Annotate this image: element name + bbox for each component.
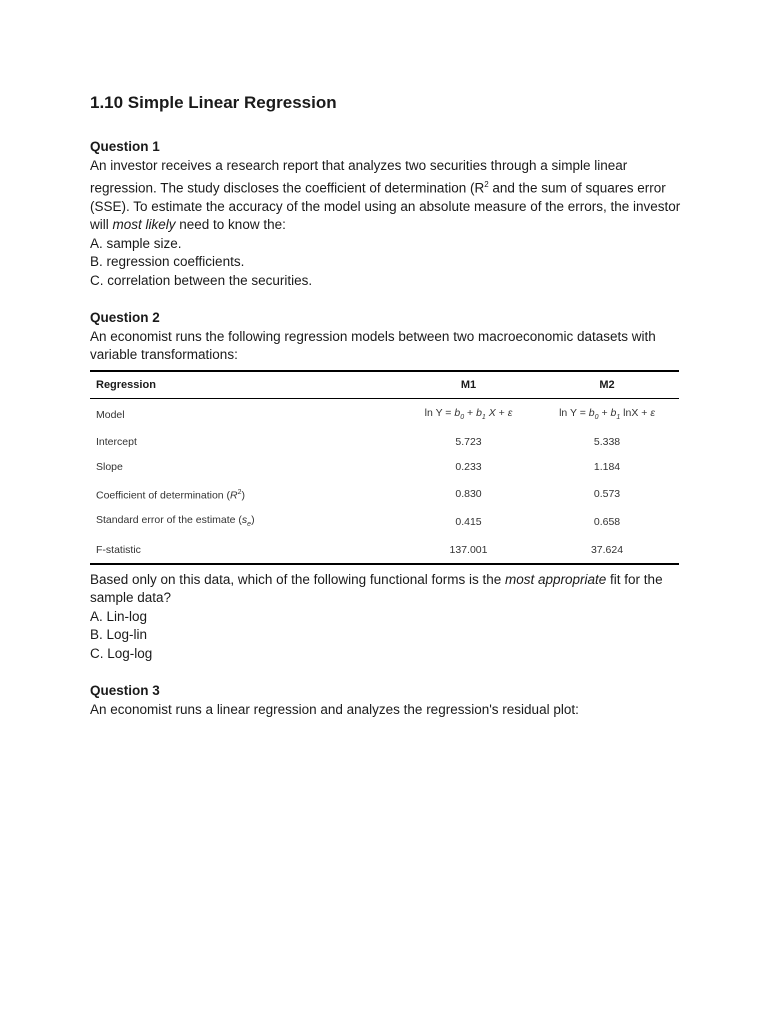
question-3 bbox=[90, 682, 682, 720]
m1-standard-error: 0.415 bbox=[455, 516, 482, 529]
row-label-standard-error bbox=[90, 508, 402, 537]
r2-label-sup: 2 bbox=[237, 488, 242, 496]
q2-choice-a[interactable]: A. Lin-log bbox=[90, 608, 148, 624]
m1-formula-plus-2: + bbox=[495, 406, 508, 419]
se-label-pre: Standard error of the estimate ( bbox=[96, 514, 242, 527]
table-row bbox=[90, 455, 679, 480]
m2-formula-b1-sub: 1 bbox=[616, 413, 621, 421]
row-label-slope: Slope bbox=[96, 460, 123, 473]
m1-formula-epsilon: ε bbox=[507, 406, 513, 419]
m1-formula-b1: b bbox=[476, 406, 482, 419]
m2-formula-b1: b bbox=[610, 406, 617, 419]
question-3-title: Question 3 bbox=[90, 682, 160, 698]
row-label-model: Model bbox=[96, 408, 125, 421]
m2-f-statistic: 37.624 bbox=[590, 543, 624, 556]
m1-f-statistic: 137.001 bbox=[449, 543, 488, 556]
document-content bbox=[90, 92, 682, 737]
m2-intercept: 5.338 bbox=[593, 435, 621, 448]
m2-r2: 0.573 bbox=[593, 487, 621, 500]
m1-formula-lhs: ln Y = bbox=[424, 406, 455, 419]
m1-intercept: 5.723 bbox=[455, 435, 482, 448]
regression-table bbox=[90, 370, 679, 565]
q1-stem-part-3: need to know the: bbox=[175, 217, 286, 233]
m2-formula-b0-sub: 0 bbox=[594, 413, 599, 421]
m1-formula-b1-sub: 1 bbox=[481, 413, 486, 421]
m2-formula bbox=[535, 398, 679, 430]
table-row bbox=[90, 508, 679, 537]
r2-label-post: ) bbox=[241, 489, 246, 502]
se-label-sub: e bbox=[247, 521, 252, 529]
question-2-stem: An economist runs the following regression models between two macroeconomic datasets with variable transformations: bbox=[90, 328, 656, 363]
q2-prompt-emphasis: most appropriate bbox=[504, 571, 607, 587]
row-label-r2 bbox=[90, 480, 402, 509]
question-1-title: Question 1 bbox=[90, 139, 160, 154]
r2-label-var: R bbox=[230, 489, 238, 502]
m2-slope: 1.184 bbox=[593, 460, 621, 473]
row-label-f-statistic: F-statistic bbox=[96, 543, 141, 556]
header-regression: Regression bbox=[90, 371, 402, 399]
m2-formula-plus-1: + bbox=[598, 406, 611, 419]
q1-stem-superscript: 2 bbox=[484, 179, 489, 189]
table-row bbox=[90, 538, 679, 564]
table-row bbox=[90, 430, 679, 455]
question-2-title: Question 2 bbox=[90, 309, 160, 325]
q2-choice-b[interactable]: B. Log-lin bbox=[90, 627, 148, 643]
m1-formula-x: X bbox=[485, 406, 496, 419]
se-label-var: s bbox=[241, 514, 248, 527]
question-2-prompt bbox=[90, 571, 682, 608]
m1-formula-b0: b bbox=[454, 406, 461, 419]
q1-choice-c[interactable]: C. correlation between the securities. bbox=[90, 273, 313, 289]
m1-slope: 0.233 bbox=[455, 460, 482, 473]
q1-choice-b[interactable]: B. regression coefficients. bbox=[90, 254, 245, 270]
m2-standard-error: 0.658 bbox=[593, 516, 621, 529]
row-label-intercept: Intercept bbox=[96, 435, 137, 448]
table-row bbox=[90, 398, 679, 430]
se-label-post: ) bbox=[251, 514, 255, 527]
header-m1: M1 bbox=[402, 371, 535, 399]
q1-stem-emphasis: most likely bbox=[112, 217, 176, 233]
section-title: 1.10 Simple Linear Regression bbox=[90, 93, 337, 112]
question-3-stem: An economist runs a linear regression and analyzes the regression's residual plot: bbox=[90, 701, 579, 717]
table-header-row bbox=[90, 371, 679, 399]
q2-choice-c[interactable]: C. Log-log bbox=[90, 645, 153, 661]
m1-formula-b0-sub: 0 bbox=[460, 413, 465, 421]
question-1-stem bbox=[90, 157, 682, 235]
header-m2: M2 bbox=[535, 371, 679, 399]
question-1 bbox=[90, 138, 682, 291]
q2-prompt-part-2: fit for the sample data? bbox=[90, 571, 663, 606]
q1-stem-part-2: and the sum of squares error (SSE). To estimate the accuracy of the model using an absolute measure of the errors, the investor will bbox=[90, 180, 681, 233]
m1-formula-plus-1: + bbox=[464, 406, 477, 419]
m2-formula-epsilon: ε bbox=[650, 406, 655, 419]
table-row bbox=[90, 480, 679, 509]
question-2 bbox=[90, 309, 682, 664]
m2-formula-b0: b bbox=[588, 406, 595, 419]
m2-formula-x: lnX bbox=[620, 406, 639, 419]
m1-formula bbox=[402, 398, 535, 430]
q1-choice-a[interactable]: A. sample size. bbox=[90, 235, 182, 251]
m2-formula-lhs: ln Y = bbox=[559, 406, 589, 419]
q2-prompt-part-1: Based only on this data, which of the following functional forms is the bbox=[90, 571, 505, 587]
q1-stem-part-1: An investor receives a research report that analyzes two securities through a simple linear regression. The study discloses the coefficient of determination (R bbox=[90, 158, 628, 196]
m1-r2: 0.830 bbox=[455, 487, 482, 500]
r2-label-pre: Coefficient of determination ( bbox=[96, 489, 231, 502]
m2-formula-plus-2: + bbox=[638, 406, 651, 419]
